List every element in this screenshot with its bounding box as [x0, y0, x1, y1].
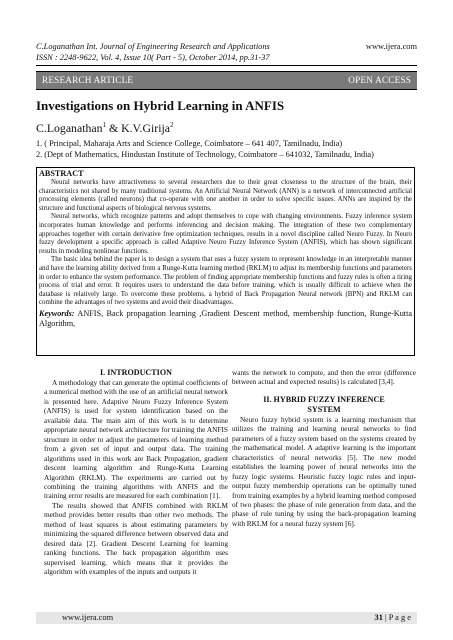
affiliation-2: 2. (Dept of Mathematics, Hindustan Institute of Technology, Coimbatore – 641032, Tamilnadu, India) — [36, 150, 374, 159]
abstract-heading: ABSTRACT — [39, 169, 84, 178]
abstract-paragraph-2: Neural networks, which recognize patterns and adopt themselves to cope with changing environments. Fuzzy inference system incorporates human knowledge and performs inferencing and decision making. The integration of these two complementary approaches together with certain derivative free optimization techniques, results in a novel discipline called Neuro Fuzzy. In Neuro fuzzy development a specific approach is called Adaptive Neuro Fuzzy Inference System (ANFIS), which has shown significant results in modeling nonlinear functions. — [39, 213, 412, 255]
page-label: | P a g e — [382, 613, 411, 622]
keywords-label: Keywords: — [39, 308, 75, 318]
open-access-label: OPEN ACCESS — [348, 75, 411, 85]
journal-citation: C.Loganathan Int. Journal of Engineering Research and Applications — [36, 42, 270, 51]
page-number — [375, 613, 412, 622]
page-number-value: 31 — [374, 613, 383, 622]
article-type-band — [36, 71, 417, 90]
header-divider — [36, 65, 417, 66]
left-column — [44, 368, 228, 577]
author-1-mark: 1 — [102, 121, 107, 130]
keywords — [39, 309, 412, 329]
hybrid-paragraph-1: Neuro fuzzy hybrid system is a learning mechanism that utilizes the training and learning neural networks to find parameters of a fuzzy system based on the systems created by the mathematical model. A adaptive learning is the important characteristics of neural networks [5]. The new model establishes the learning power of neural networks into the fuzzy logic systems. Heuristic fuzzy logic rules and input-output fuzzy membership operations can be optimally tuned from training examples by a hybrid learning method composed of two phases: the phase of rule generation from data, and the phase of rule tuning by using the back-propagation learning with RKLM for a neural fuzzy system [6]. — [232, 414, 416, 528]
abstract-paragraph-1: Neural networks have attractiveness to several researchers due to their great closeness to the structure of the brain, their characteristics not shared by many traditional systems. An Artificial Neural Network (ANN) is a network of interconnected artificial processing elements (called neurons) that co-operate with one another in order to solve specific issues. ANNs are inspired by the structure and functional aspects of biological nervous systems. — [39, 179, 412, 212]
page-footer — [36, 612, 417, 624]
section-heading-hybrid: II. HYBRID FUZZY INFERENCE — [263, 394, 385, 404]
abstract-box — [36, 167, 415, 356]
paper-title: Investigations on Hybrid Learning in ANFIS — [36, 98, 285, 113]
author-separator: & — [106, 121, 122, 135]
author-2-mark: 2 — [170, 121, 174, 130]
journal-url[interactable]: www.ijera.com — [365, 42, 417, 51]
right-column — [232, 368, 416, 528]
footer-url[interactable]: www.ijera.com — [62, 613, 114, 622]
journal-header — [36, 41, 417, 63]
keywords-list: ANFIS, Back propagation learning ,Gradient Descent method, membership function, Runge-Kutta Algorithm, — [39, 308, 412, 328]
affiliation-1: 1. ( Principal, Maharaja Arts and Science College, Coimbatore – 641 407, Tamilnadu, India) — [36, 139, 343, 148]
section-heading-introduction: I. INTRODUCTION — [100, 368, 172, 377]
intro-paragraph-2: The results showed that ANFIS combined with RKLM method provides better results than other two methods. The method of least squares is about estimating parameters by minimizing the squared difference between observed data and desired data [2]. Gradient Descent Learning for learning ranking functions. The back propagation algorithm uses supervised learning, which means that it provides the algorithm with examples of the inputs and outputs it — [44, 500, 228, 577]
author-2: K.V.Girija — [121, 121, 171, 135]
research-article-label: RESEARCH ARTICLE — [42, 75, 134, 85]
author-1: C.Loganathan — [36, 121, 103, 135]
section-heading-hybrid-line2: SYSTEM — [307, 404, 341, 414]
intro-continuation: wants the network to compute, and then the error (difference between actual and expected results) is calculated [3,4]. — [232, 368, 416, 387]
intro-paragraph-1: A methodology that can generate the optimal coefficients of a numerical method with the use of an artificial neural network is presented here. Adaptive Neuro Fuzzy Inference System (ANFIS) is used for system identification based on the available data. The main aim of this work is to determine appropriate neural network architecture for training the ANFIS structure in order to adjust the parameters of learning method from a given set of input and output data. The training algorithms used in this work are Back Propagation, gradient descent learning algorithm and Runge-Kutta Learning Algorithm (RKLM). The experiments are carried out by combining the training algorithms with ANFIS and the training error results are measured for each combination [1]. — [44, 378, 228, 501]
author-line — [36, 121, 174, 136]
abstract-paragraph-3: The basic idea behind the paper is to design a system that uses a fuzzy system to represent knowledge in an interpretable manner and have the learning ability derived from a Runge-Kutta learning method (RKLM) to adjust its membership functions and parameters in order to enhance the system performance. The problem of finding appropriate membership functions and fuzzy rules is often a tiring process of trial and error. It requires users to understand the data before training, which is usually difficult to achieve when the database is relatively large. To overcome these problems, a hybrid of Back Propagation Neural network (BPN) and RKLM can combine the advantages of two systems and avoid their disadvantages. — [39, 256, 412, 307]
journal-issn: ISSN : 2248-9622, Vol. 4, Issue 10( Part - 5), October 2014, pp.31-37 — [36, 53, 270, 62]
